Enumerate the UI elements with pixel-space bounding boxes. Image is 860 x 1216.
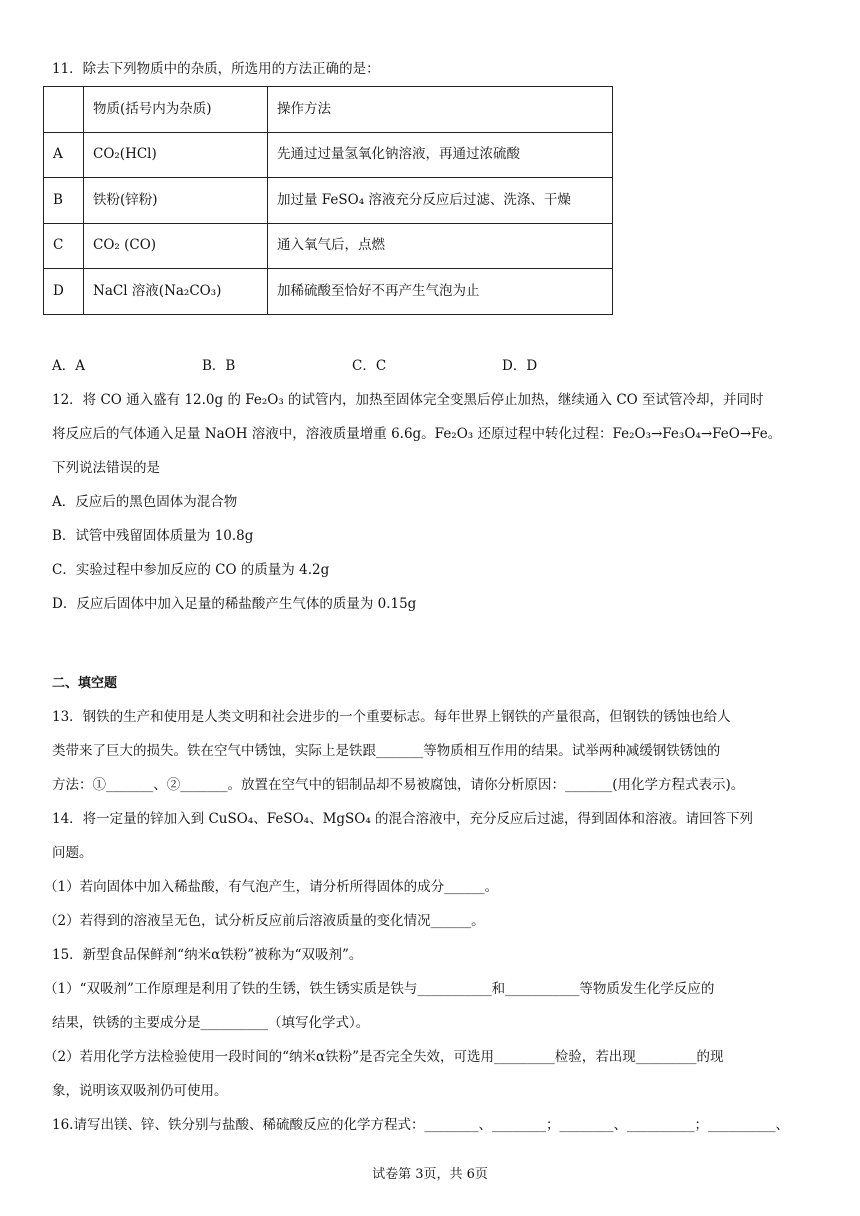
row-method: 先通过过量氢氧化钠溶液，再通过浓硫酸 <box>268 132 613 178</box>
q11-options-table <box>43 86 613 315</box>
row-label: C <box>44 223 84 269</box>
table-header-cell: 物质(括号内为杂质) <box>84 87 268 133</box>
q14-subquestion-2: （2）若得到的溶液呈无色，试分析反应前后溶液质量的变化情况______。 <box>44 913 485 929</box>
q12-option-d[interactable]: D．反应后固体中加入足量的稀盐酸产生气体的质量为 0.15g <box>52 596 417 612</box>
q16-line: 16.请写出镁、锌、铁分别与盐酸、稀硫酸反应的化学方程式：________、________；________、__________；__________、 <box>52 1117 789 1133</box>
q14-line1: 14．将一定量的锌加入到 CuSO₄、FeSO₄、MgSO₄ 的混合溶液中，充分反应后过滤，得到固体和溶液。请回答下列 <box>52 811 754 827</box>
row-method: 加过量 FeSO₄ 溶液充分反应后过滤、洗涤、干燥 <box>268 178 613 224</box>
table-row <box>44 178 613 224</box>
page-footer: 试卷第 3页，共 6页 <box>372 1167 488 1182</box>
q15-subquestion-2b: 象，说明该双吸剂仍可使用。 <box>52 1083 228 1099</box>
table-header-cell: 操作方法 <box>268 87 613 133</box>
q12-stem-line2: 将反应后的气体通入足量 NaOH 溶液中，溶液质量增重 6.6g。Fe₂O₃ 还原过程中转化过程：Fe₂O₃→Fe₃O₄→FeO→Fe。 <box>52 426 782 442</box>
row-substance: CO₂(HCl) <box>84 132 268 178</box>
q12-stem-line1: 12．将 CO 通入盛有 12.0g 的 Fe₂O₃ 的试管内，加热至固体完全变黑后停止加热，继续通入 CO 至试管冷却，并同时 <box>52 392 764 408</box>
q12-option-c[interactable]: C．实验过程中参加反应的 CO 的质量为 4.2g <box>52 562 330 578</box>
q11-choice-a[interactable]: A．A <box>52 358 85 374</box>
table-header-cell <box>44 87 84 133</box>
q12-option-b[interactable]: B．试管中残留固体质量为 10.8g <box>52 528 254 544</box>
q13-line1: 13．钢铁的生产和使用是人类文明和社会进步的一个重要标志。每年世界上钢铁的产量很高，但钢铁的锈蚀也给人 <box>52 709 731 725</box>
q15-subquestion-2a: （2）若用化学方法检验使用一段时间的“纳米α铁粉”是否完全失效，可选用_________检验，若出现_________的现 <box>44 1049 724 1065</box>
row-substance: NaCl 溶液(Na₂CO₃) <box>84 269 268 315</box>
q14-subquestion-1: （1）若向固体中加入稀盐酸，有气泡产生，请分析所得固体的成分______。 <box>44 879 499 895</box>
q15-line1: 15．新型食品保鲜剂“纳米α铁粉”被称为“双吸剂”。 <box>52 947 363 963</box>
q13-line2: 类带来了巨大的损失。铁在空气中锈蚀，实际上是铁跟_______等物质相互作用的结果。试举两种减缓钢铁锈蚀的 <box>52 743 721 759</box>
q11-choice-c[interactable]: C．C <box>352 358 387 374</box>
q14-line2: 问题。 <box>52 845 93 861</box>
table-header-row <box>44 87 613 133</box>
row-method: 加稀硫酸至恰好不再产生气泡为止 <box>268 269 613 315</box>
table-row <box>44 132 613 178</box>
q12-option-a[interactable]: A．反应后的黑色固体为混合物 <box>52 494 238 510</box>
q11-choice-b[interactable]: B．B <box>202 358 236 374</box>
row-substance: 铁粉(锌粉) <box>84 178 268 224</box>
q11-stem: 11．除去下列物质中的杂质，所选用的方法正确的是： <box>52 61 380 77</box>
row-label: A <box>44 132 84 178</box>
q15-subquestion-1a: （1）“双吸剂”工作原理是利用了铁的生锈，铁生锈实质是铁与___________和___________等物质发生化学反应的 <box>44 981 715 997</box>
row-method: 通入氧气后，点燃 <box>268 223 613 269</box>
row-label: D <box>44 269 84 315</box>
section-heading: 二、填空题 <box>52 676 118 691</box>
row-substance: CO₂ (CO) <box>84 223 268 269</box>
q15-subquestion-1b: 结果，铁锈的主要成分是__________（填写化学式）。 <box>52 1015 370 1031</box>
q11-choice-d[interactable]: D．D <box>502 358 538 374</box>
table-row <box>44 223 613 269</box>
table-row <box>44 269 613 315</box>
row-label: B <box>44 178 84 224</box>
q13-line3: 方法：①_______、②_______。放置在空气中的铝制品却不易被腐蚀，请你分析原因：_______(用化学方程式表示)。 <box>52 777 745 793</box>
q12-stem-line3: 下列说法错误的是 <box>52 460 160 476</box>
